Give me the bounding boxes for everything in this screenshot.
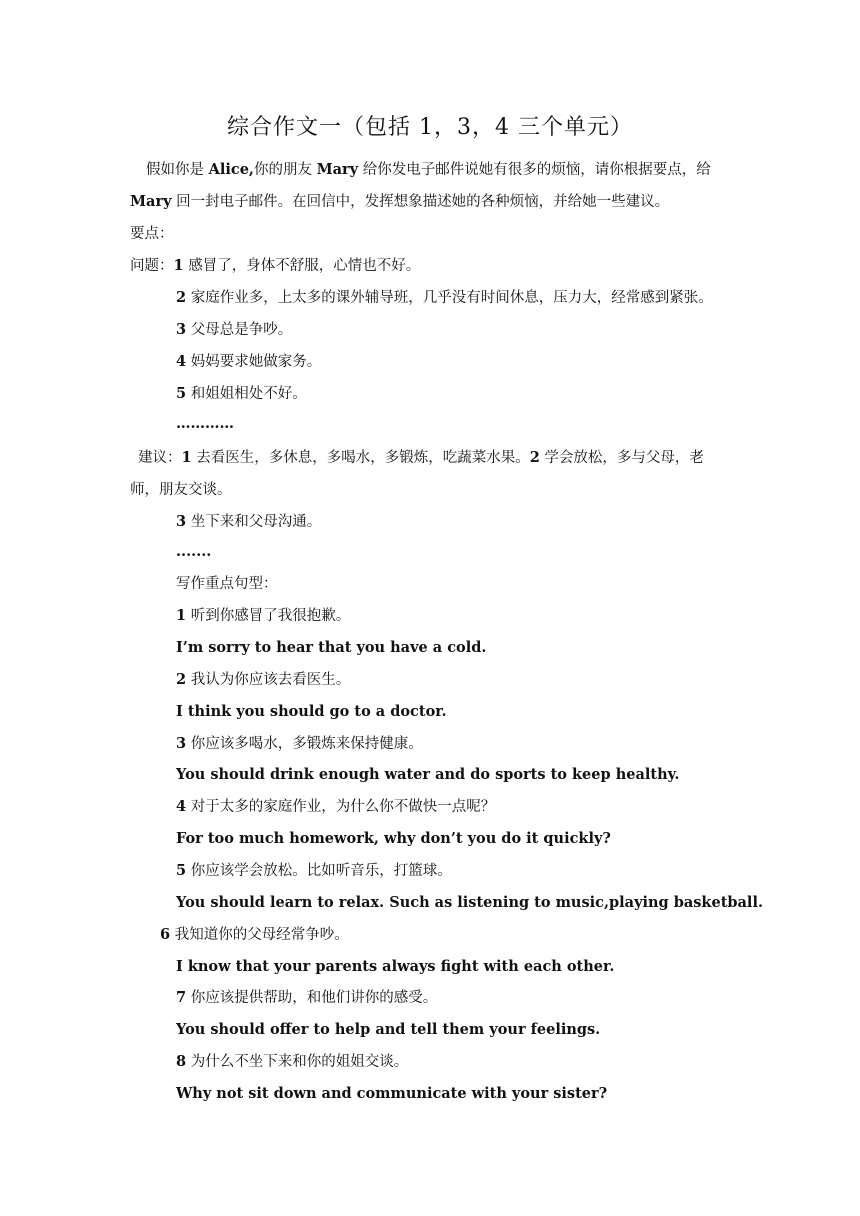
advice-item [176,512,321,532]
sentence-en: You should offer to help and tell them your feelings. [176,1021,601,1038]
advice-line-2: 师，朋友交谈。 [130,482,232,498]
item-text: 听到你感冒了我很抱歉。 [186,608,351,624]
sentence-zh [176,1052,408,1072]
item-number: 3 [176,735,187,752]
intro-text: 回一封电子邮件。在回信中，发挥想象描述她的各种烦恼，并给她一些建议。 [171,194,670,210]
item-number: 1 [176,607,187,624]
sentence-en: You should learn to relax. Such as listening to music,playing basketball. [176,894,763,911]
sentence-en: Why not sit down and communicate with your sister? [176,1085,608,1102]
ellipsis: ....... [176,543,212,560]
item-number: 7 [176,989,187,1006]
advice-line-1 [138,448,704,468]
item-number: 3 [176,513,187,530]
sentence-zh [176,861,452,881]
item-text: 家庭作业多，上太多的课外辅导班，几乎没有时间休息，压力大，经常感到紧张。 [186,290,713,306]
ellipsis: ………… [176,415,234,432]
item-number: 2 [176,671,187,688]
intro-name-alice: Alice, [208,161,254,178]
intro-text: 给你发电子邮件说她有很多的烦恼，请你根据要点，给 [358,162,711,178]
item-text: 你应该学会放松。比如听音乐，打篮球。 [186,863,452,879]
problems-label: 问题： [130,258,174,274]
item-number: 2 [176,289,187,306]
item-number: 5 [176,385,187,402]
item-text: 我认为你应该去看医生。 [186,672,351,688]
sentence-zh [176,670,350,690]
item-number: 2 [529,449,540,466]
item-text: 去看医生，多休息，多喝水，多锻炼，吃蔬菜水果。 [191,450,530,466]
sentence-en: You should drink enough water and do sports to keep healthy. [176,766,680,783]
sentence-zh [176,734,423,754]
sentences-label: 写作重点句型： [176,576,278,592]
item-text: 妈妈要求她做家务。 [186,354,322,370]
item-text: 父母总是争吵。 [186,322,293,338]
item-number: 4 [176,353,187,370]
sentence-en: I know that your parents always fight with each other. [176,958,615,975]
item-text: 坐下来和父母沟通。 [186,514,322,530]
item-number: 1 [173,257,184,274]
problem-item [176,320,292,340]
sentence-zh [160,925,349,945]
item-number: 5 [176,862,187,879]
points-label: 要点： [130,226,174,242]
advice-label: 建议： [138,450,182,466]
intro-line-2 [130,192,669,212]
sentence-zh [176,988,437,1008]
item-text: 学会放松，多与父母，老 [539,450,704,466]
item-text: 我知道你的父母经常争吵。 [170,927,349,943]
sentence-zh [176,797,495,817]
intro-text: 假如你是 [146,162,209,178]
item-number: 8 [176,1053,187,1070]
sentence-en: I’m sorry to hear that you have a cold. [176,639,487,656]
item-text: 你应该多喝水，多锻炼来保持健康。 [186,736,423,752]
problem-item [176,352,321,372]
document-title: 综合作文一（包括 1，3，4 三个单元） [227,115,633,140]
item-number: 6 [160,926,171,943]
item-number: 1 [181,449,192,466]
item-number: 4 [176,798,187,815]
problem-item [176,384,307,404]
item-text: 你应该提供帮助，和他们讲你的感受。 [186,990,438,1006]
sentence-en: I think you should go to a doctor. [176,703,447,720]
item-text: 和姐姐相处不好。 [186,386,307,402]
problem-item [176,288,713,308]
item-number: 3 [176,321,187,338]
intro-text: 你的朋友 [253,162,317,178]
intro-name-mary: Mary [316,161,359,178]
sentence-en: For too much homework, why don’t you do it quickly? [176,830,611,847]
item-text: 对于太多的家庭作业，为什么你不做快一点呢？ [186,799,496,815]
intro-name-mary: Mary [130,193,172,210]
item-text: 感冒了，身体不舒服，心情也不好。 [183,258,421,274]
sentence-zh [176,606,350,626]
item-text: 为什么不坐下来和你的姐姐交谈。 [186,1054,409,1070]
problem-item [130,256,420,276]
intro-line-1 [146,160,711,180]
